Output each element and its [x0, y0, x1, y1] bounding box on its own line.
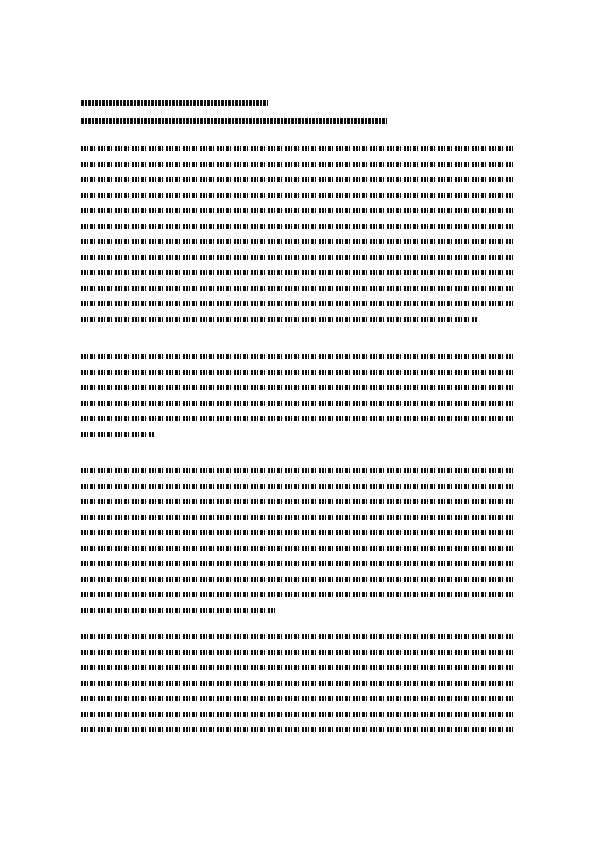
- text-line: [81, 634, 513, 639]
- document-heading-line-1: [81, 100, 268, 106]
- text-line: [81, 370, 513, 375]
- text-line: [81, 354, 513, 359]
- paragraph-1: [81, 146, 513, 332]
- text-line: [81, 561, 513, 566]
- text-line: [81, 577, 513, 582]
- text-line: [81, 146, 513, 151]
- text-line: [81, 224, 513, 229]
- text-line: [81, 239, 513, 244]
- text-line: [81, 301, 513, 306]
- paragraph-4: [81, 634, 513, 743]
- text-line: [81, 650, 513, 655]
- document-heading-line-2: [81, 118, 387, 124]
- text-line: [81, 499, 513, 504]
- text-line: [81, 317, 478, 322]
- text-line: [81, 712, 513, 717]
- text-line: [81, 193, 513, 198]
- paragraph-2: [81, 354, 513, 447]
- text-line: [81, 416, 513, 421]
- text-line: [81, 208, 513, 213]
- text-line: [81, 546, 513, 551]
- text-line: [81, 681, 513, 686]
- text-line: [81, 727, 513, 732]
- text-line: [81, 177, 513, 182]
- text-line: [81, 270, 513, 275]
- text-line: [81, 592, 513, 597]
- text-line: [81, 385, 513, 390]
- text-line: [81, 515, 513, 520]
- text-line: [81, 432, 154, 437]
- text-line: [81, 162, 513, 167]
- text-line: [81, 401, 513, 406]
- text-line: [81, 530, 513, 535]
- text-line: [81, 286, 513, 291]
- paragraph-3: [81, 468, 513, 623]
- text-line: [81, 665, 513, 670]
- text-line: [81, 608, 275, 613]
- text-line: [81, 255, 513, 260]
- text-line: [81, 696, 513, 701]
- text-line: [81, 468, 513, 473]
- text-line: [81, 484, 513, 489]
